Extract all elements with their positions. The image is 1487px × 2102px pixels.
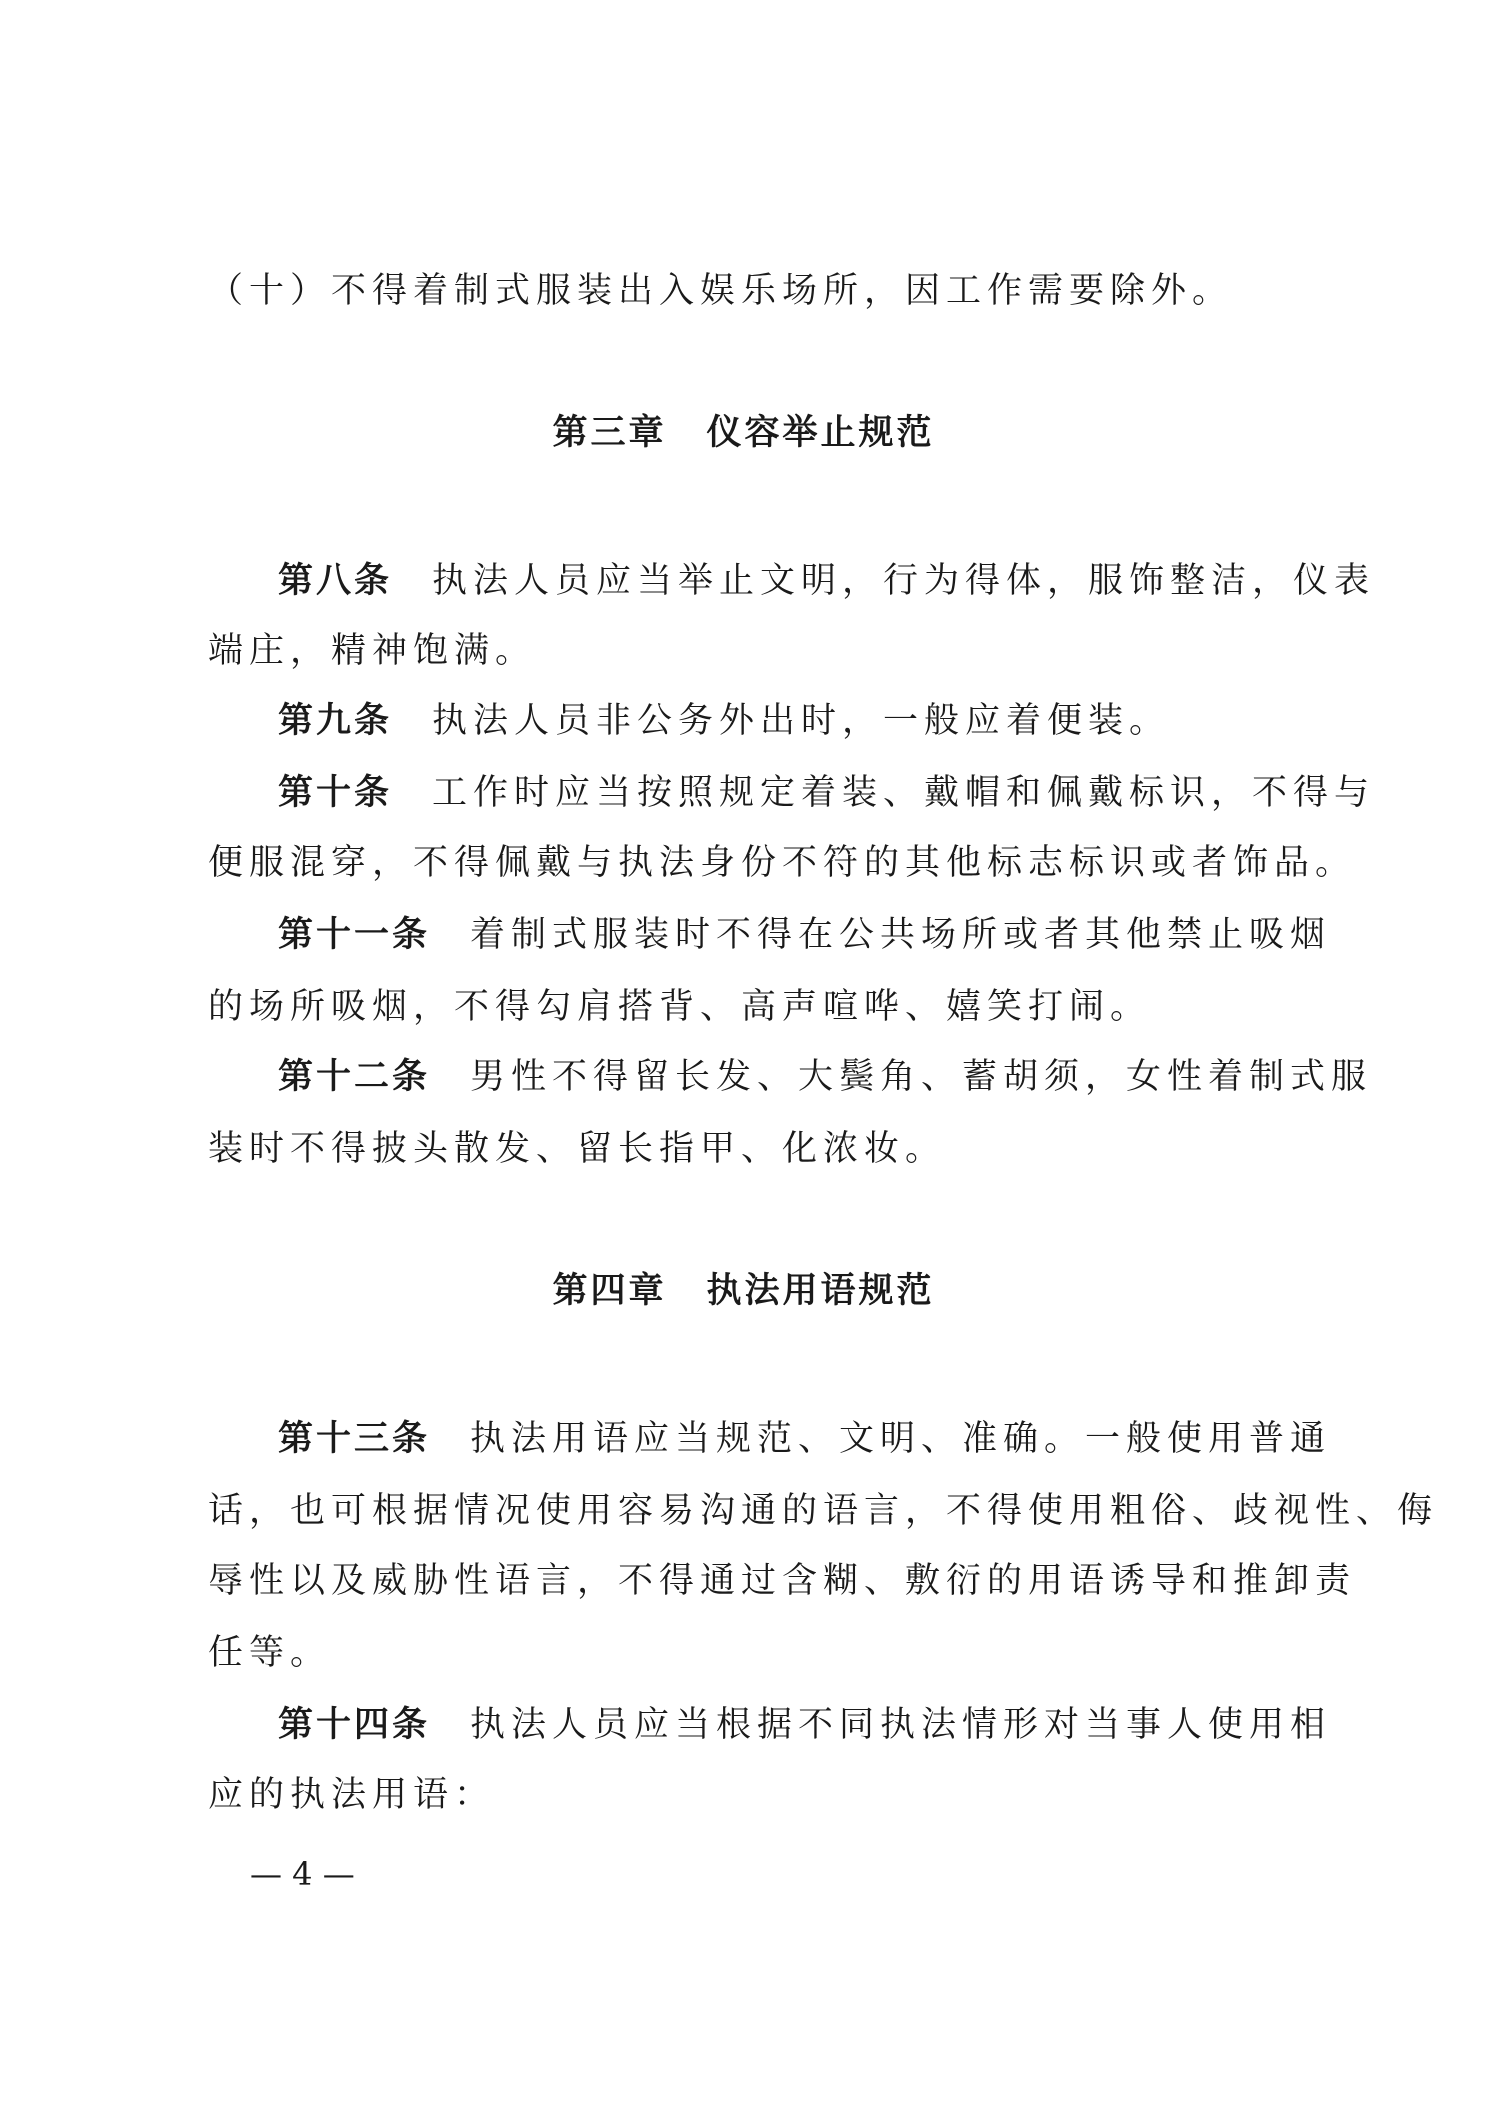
article-11-line-1 [278,912,1358,958]
article-12-label: 第十二条 [278,1057,431,1097]
article-13-text-1: 执法用语应当规范、文明、准确。一般使用普通 [470,1419,1332,1459]
page-number: — 4 — [250,1855,355,1893]
article-13-line-3: 辱性以及威胁性语言，不得通过含糊、敷衍的用语诱导和推卸责 [208,1561,1357,1601]
article-8-line-2: 端庄，精神饱满。 [208,631,537,671]
article-8-line-1 [278,558,1376,604]
article-14-line-1 [278,1702,1358,1748]
article-11-label: 第十一条 [278,915,431,955]
article-9-text-1: 执法人员非公务外出时，一般应着便装。 [432,701,1171,741]
article-14-line-2: 应的执法用语： [208,1775,496,1815]
article-13-line-4: 任等。 [208,1633,332,1673]
chapter-four-heading [0,1268,1487,1314]
article-9-line-1 [278,698,1358,744]
article-14-label: 第十四条 [278,1705,431,1745]
article-13-label: 第十三条 [278,1419,431,1459]
chapter-three-title: 仪容举止规范 [706,413,935,453]
article-14-text-1: 执法人员应当根据不同执法情形对当事人使用相 [470,1705,1332,1745]
article-13-line-2: 话，也可根据情况使用容易沟通的语言，不得使用粗俗、歧视性、侮 [208,1491,1439,1531]
article-10-text-1: 工作时应当按照规定着装、戴帽和佩戴标识，不得与 [432,773,1376,813]
item-ten: （十）不得着制式服装出入娱乐场所，因工作需要除外。 [208,271,1234,311]
chapter-three-heading [0,410,1487,456]
article-10-label: 第十条 [278,773,393,813]
article-10-line-1 [278,770,1376,816]
article-12-line-2: 装时不得披头散发、留长指甲、化浓妆。 [208,1129,947,1169]
article-12-line-1 [278,1054,1373,1100]
chapter-four-title: 执法用语规范 [706,1271,935,1311]
article-10-line-2: 便服混穿，不得佩戴与执法身份不符的其他标志标识或者饰品。 [208,843,1357,883]
article-11-text-1: 着制式服装时不得在公共场所或者其他禁止吸烟 [470,915,1332,955]
article-9-label: 第九条 [278,701,393,741]
article-8-text-1: 执法人员应当举止文明，行为得体，服饰整洁，仪表 [432,561,1376,601]
article-13-line-1 [278,1416,1358,1462]
article-8-label: 第八条 [278,561,393,601]
article-11-line-2: 的场所吸烟，不得勾肩搭背、高声喧哗、嬉笑打闹。 [208,987,1152,1027]
chapter-three-number: 第三章 [552,413,667,453]
article-12-text-1: 男性不得留长发、大鬓角、蓄胡须，女性着制式服 [470,1057,1373,1097]
chapter-four-number: 第四章 [552,1271,667,1311]
